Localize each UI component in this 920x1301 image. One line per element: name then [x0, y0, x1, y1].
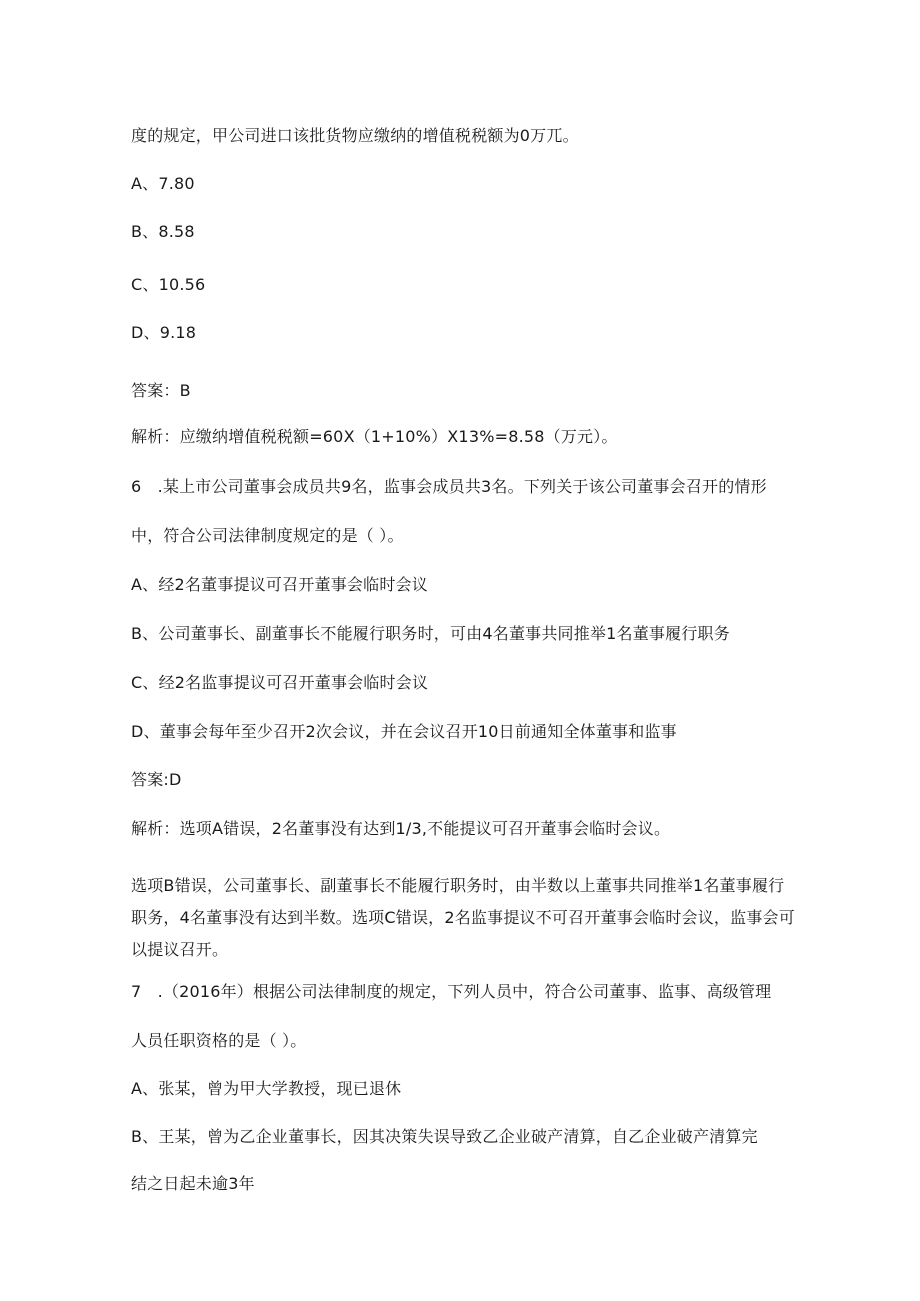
question-7-option-b-line-2: 结之日起未逾3年: [131, 1174, 255, 1193]
question-7-stem-line-2: 人员任职资格的是（ ）。: [131, 1031, 307, 1050]
question-6-answer: 答案:D: [131, 770, 182, 789]
question-5-option-b: B、8.58: [131, 222, 195, 241]
question-6-option-c: C、经2名监事提议可召开董事会临时会议: [131, 673, 429, 692]
question-6-option-d: D、董事会每年至少召开2次会议，并在会议召开10日前通知全体董事和监事: [131, 722, 677, 741]
question-6-analysis-line-1: 解析：选项A错误，2名董事没有达到1/3,不能提议可召开董事会临时会议。: [131, 819, 671, 838]
question-5-stem-end: 度的规定，甲公司进口该批货物应缴纳的增值税税额为0万兀。: [131, 126, 579, 145]
question-6-stem-line-1: 6 .某上市公司董事会成员共9名，监事会成员共3名。下列关于该公司董事会召开的情形: [131, 477, 767, 496]
question-6-option-a: A、经2名董事提议可召开董事会临时会议: [131, 575, 428, 594]
question-5-analysis: 解析：应缴纳增值税税额=60X（1+10%）X13%=8.58（万元）。: [131, 427, 618, 446]
question-5-answer: 答案：B: [131, 381, 191, 400]
question-6-stem-line-2: 中，符合公司法律制度规定的是（ ）。: [131, 526, 404, 545]
question-5-option-c: C、10.56: [131, 275, 206, 294]
question-5-option-d: D、9.18: [131, 323, 197, 342]
question-7-option-b-line-1: B、王某，曾为乙企业董事长，因其决策失误导致乙企业破产清算，自乙企业破产清算完: [131, 1127, 758, 1146]
question-6-option-b: B、公司董事长、副董事长不能履行职务时，可由4名董事共同推举1名董事履行职务: [131, 624, 730, 643]
question-7-stem-line-1: 7 .（2016年）根据公司法律制度的规定，下列人员中，符合公司董事、监事、高级管理: [131, 982, 772, 1001]
question-6-analysis-paragraph: 选项B错误，公司董事长、副董事长不能履行职务时，由半数以上董事共同推举1名董事履行职务，4名董事没有达到半数。选项C错误，2名监事提议不可召开董事会临时会议，监事会可以提议召开。: [131, 876, 795, 959]
question-5-option-a: A、7.80: [131, 174, 195, 193]
question-7-option-a: A、张某，曾为甲大学教授，现已退休: [131, 1079, 402, 1098]
